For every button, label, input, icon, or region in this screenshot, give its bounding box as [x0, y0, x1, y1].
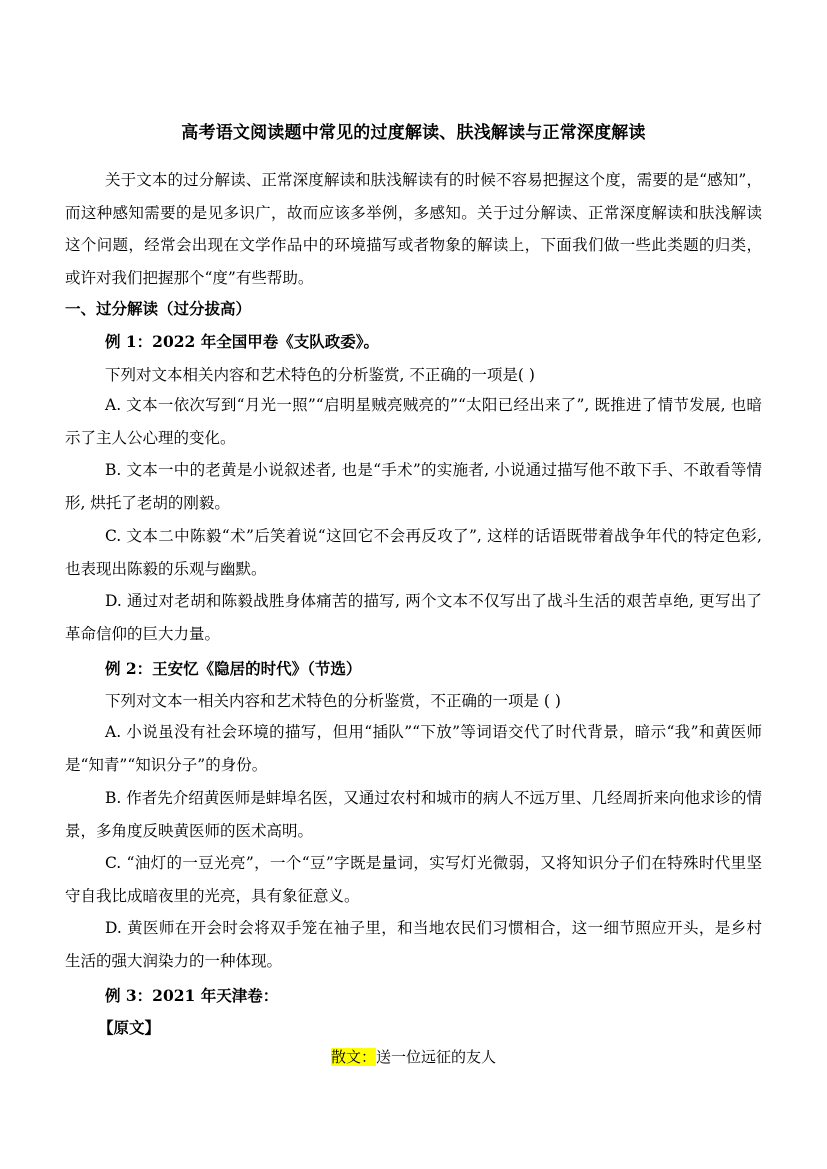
intro-paragraph: 关于文本的过分解读、正常深度解读和肤浅解读有的时候不容易把握这个度，需要的是“感知”，而这种感知需要的是见多识广，故而应该多举例，多感知。关于过分解读、正常深度解读和肤浅解读这个问题，经常会出现在文学作品中的环境描写或者物象的解读上，下面我们做一些此类题的归类，或许对我们把握那个“度”有些帮助。 — [65, 171, 762, 287]
section-heading: 一、过分解读（过分拔高） — [65, 299, 252, 318]
example-1-heading: 例 1：2022 年全国甲卷《支队政委》。 — [105, 332, 379, 351]
example-2-option-b: B. 作者先介绍黄医师是蚌埠名医，又通过农村和城市的病人不远万里、几经周折来向他求诊的情景，多角度反映黄医师的医术高明。 — [65, 789, 762, 840]
example-3-heading: 例 3：2021 年天津卷： — [105, 986, 279, 1005]
example-2-option-d: D. 黄医师在开会时会将双手笼在袖子里，和当地农民们习惯相合，这一细节照应开头，是乡村生活的强大润染力的一种体现。 — [65, 919, 762, 970]
example-1-question: 下列对文本相关内容和艺术特色的分析鉴赏, 不正确的一项是( ) — [105, 366, 535, 384]
example-1-option-d: D. 通过对老胡和陈毅战胜身体痛苦的描写, 两个文本不仅写出了战斗生活的艰苦卓绝, 更写出了革命信仰的巨大力量。 — [65, 592, 762, 643]
example-1-option-c: C. 文本二中陈毅“术”后笑着说“这回它不会再反攻了”, 这样的话语既带着战争年代的特定色彩, 也表现出陈毅的乐观与幽默。 — [65, 527, 762, 578]
prose-title-line — [0, 1046, 827, 1067]
example-1-option-a: A. 文本一依次写到“月光一照”“启明星贼亮贼亮的”“太阳已经出来了”, 既推进了情节发展, 也暗示了主人公心理的变化。 — [65, 396, 762, 447]
example-2-question: 下列对文本一相关内容和艺术特色的分析鉴赏，不正确的一项是 ( ) — [105, 692, 561, 710]
document-title: 高考语文阅读题中常见的过度解读、肤浅解读与正常深度解读 — [181, 123, 646, 143]
example-1-option-b: B. 文本一中的老黄是小说叙述者, 也是“手术”的实施者, 小说通过描写他不敢下手、不敢看等情形, 烘托了老胡的刚毅。 — [65, 461, 762, 512]
prose-title: 送一位远征的友人 — [376, 1048, 497, 1066]
prose-tag: 散文： — [330, 1048, 376, 1066]
example-2-option-c: C. “油灯的一豆光亮”，一个“豆”字既是量词，实写灯光微弱，又将知识分子们在特殊时代里坚守自我比成暗夜里的光亮，具有象征意义。 — [65, 854, 762, 905]
example-2-option-a: A. 小说虽没有社会环境的描写，但用“插队”“下放”等词语交代了时代背景，暗示“我”和黄医师是“知青”“知识分子”的身份。 — [65, 723, 762, 774]
original-text-label: 【原文】 — [98, 1018, 161, 1037]
example-2-heading: 例 2：王安忆《隐居的时代》（节选） — [105, 659, 362, 678]
